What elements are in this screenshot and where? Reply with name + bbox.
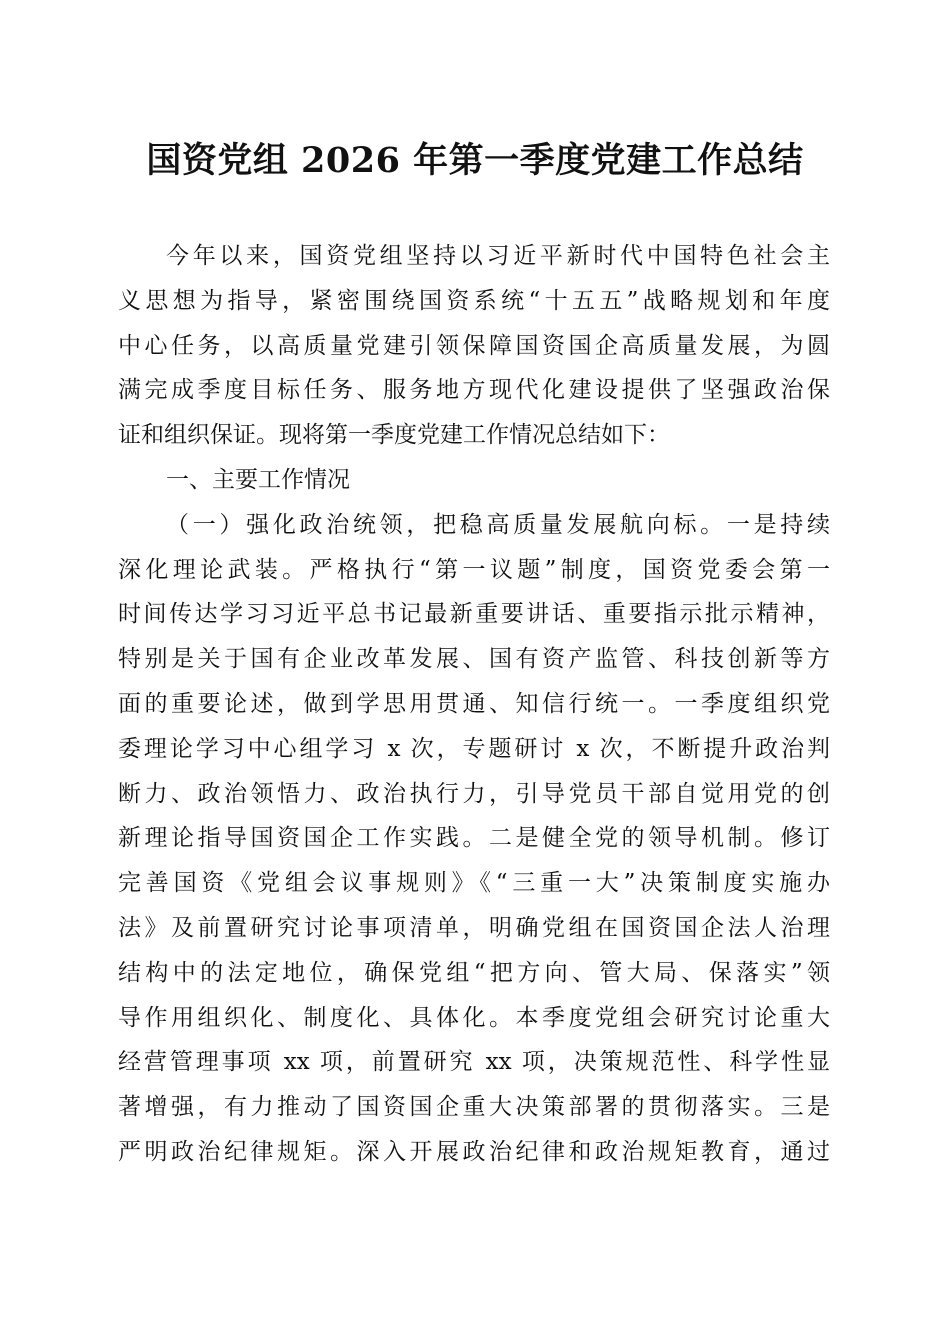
- paragraph-line: 特别是关于国有企业改革发展、国有资产监管、科技创新等方: [118, 646, 830, 673]
- paragraph-line: 今年以来，国资党组坚持以习近平新时代中国特色社会主: [166, 243, 830, 269]
- paragraph-line: （一）强化政治统领，把稳高质量发展航向标。一是持续: [166, 511, 830, 538]
- document-body: [118, 234, 830, 1175]
- paragraph-line: 时间传达学习习近平总书记最新重要讲话、重要指示批示精神，: [118, 601, 830, 628]
- paragraph-line: 面的重要论述，做到学思用贯通、知信行统一。一季度组织党: [118, 690, 830, 717]
- paragraph-line: 完善国资《党组会议事规则》《“三重一大”决策制度实施办: [118, 870, 830, 897]
- paragraph-line: 严明政治纪律规矩。深入开展政治纪律和政治规矩教育，通过: [118, 1138, 830, 1165]
- paragraph-line: 满完成季度目标任务、服务地方现代化建设提供了坚强政治保: [118, 377, 830, 404]
- paragraph-line: 义思想为指导，紧密围绕国资系统“十五五”战略规划和年度: [118, 287, 830, 314]
- paragraph-line: 证和组织保证。现将第一季度党建工作情况总结如下：: [118, 422, 670, 449]
- paragraph-line: 结构中的法定地位，确保党组“把方向、管大局、保落实”领: [118, 959, 830, 986]
- paragraph-line: 深化理论武装。严格执行“第一议题”制度，国资党委会第一: [118, 556, 830, 583]
- paragraph-line: 导作用组织化、制度化、具体化。本季度党组会研究讨论重大: [118, 1004, 830, 1031]
- paragraph-line: 法》及前置研究讨论事项清单，明确党组在国资国企法人治理: [118, 914, 830, 941]
- paragraph-line: 委理论学习中心组学习 x 次，专题研讨 x 次，不断提升政治判: [118, 735, 830, 762]
- paragraph-line: 新理论指导国资国企工作实践。二是健全党的领导机制。修订: [118, 825, 830, 852]
- section-heading: 一、主要工作情况: [166, 466, 350, 493]
- paragraph-line: 著增强，有力推动了国资国企重大决策部署的贯彻落实。三是: [118, 1094, 830, 1121]
- document-title: 国资党组 2026 年第一季度党建工作总结: [146, 140, 804, 181]
- paragraph-line: 断力、政治领悟力、政治执行力，引导党员干部自觉用党的创: [118, 780, 830, 807]
- paragraph-line: 中心任务，以高质量党建引领保障国资国企高质量发展，为圆: [118, 332, 830, 359]
- paragraph-line: 经营管理事项 xx 项，前置研究 xx 项，决策规范性、科学性显: [118, 1049, 830, 1076]
